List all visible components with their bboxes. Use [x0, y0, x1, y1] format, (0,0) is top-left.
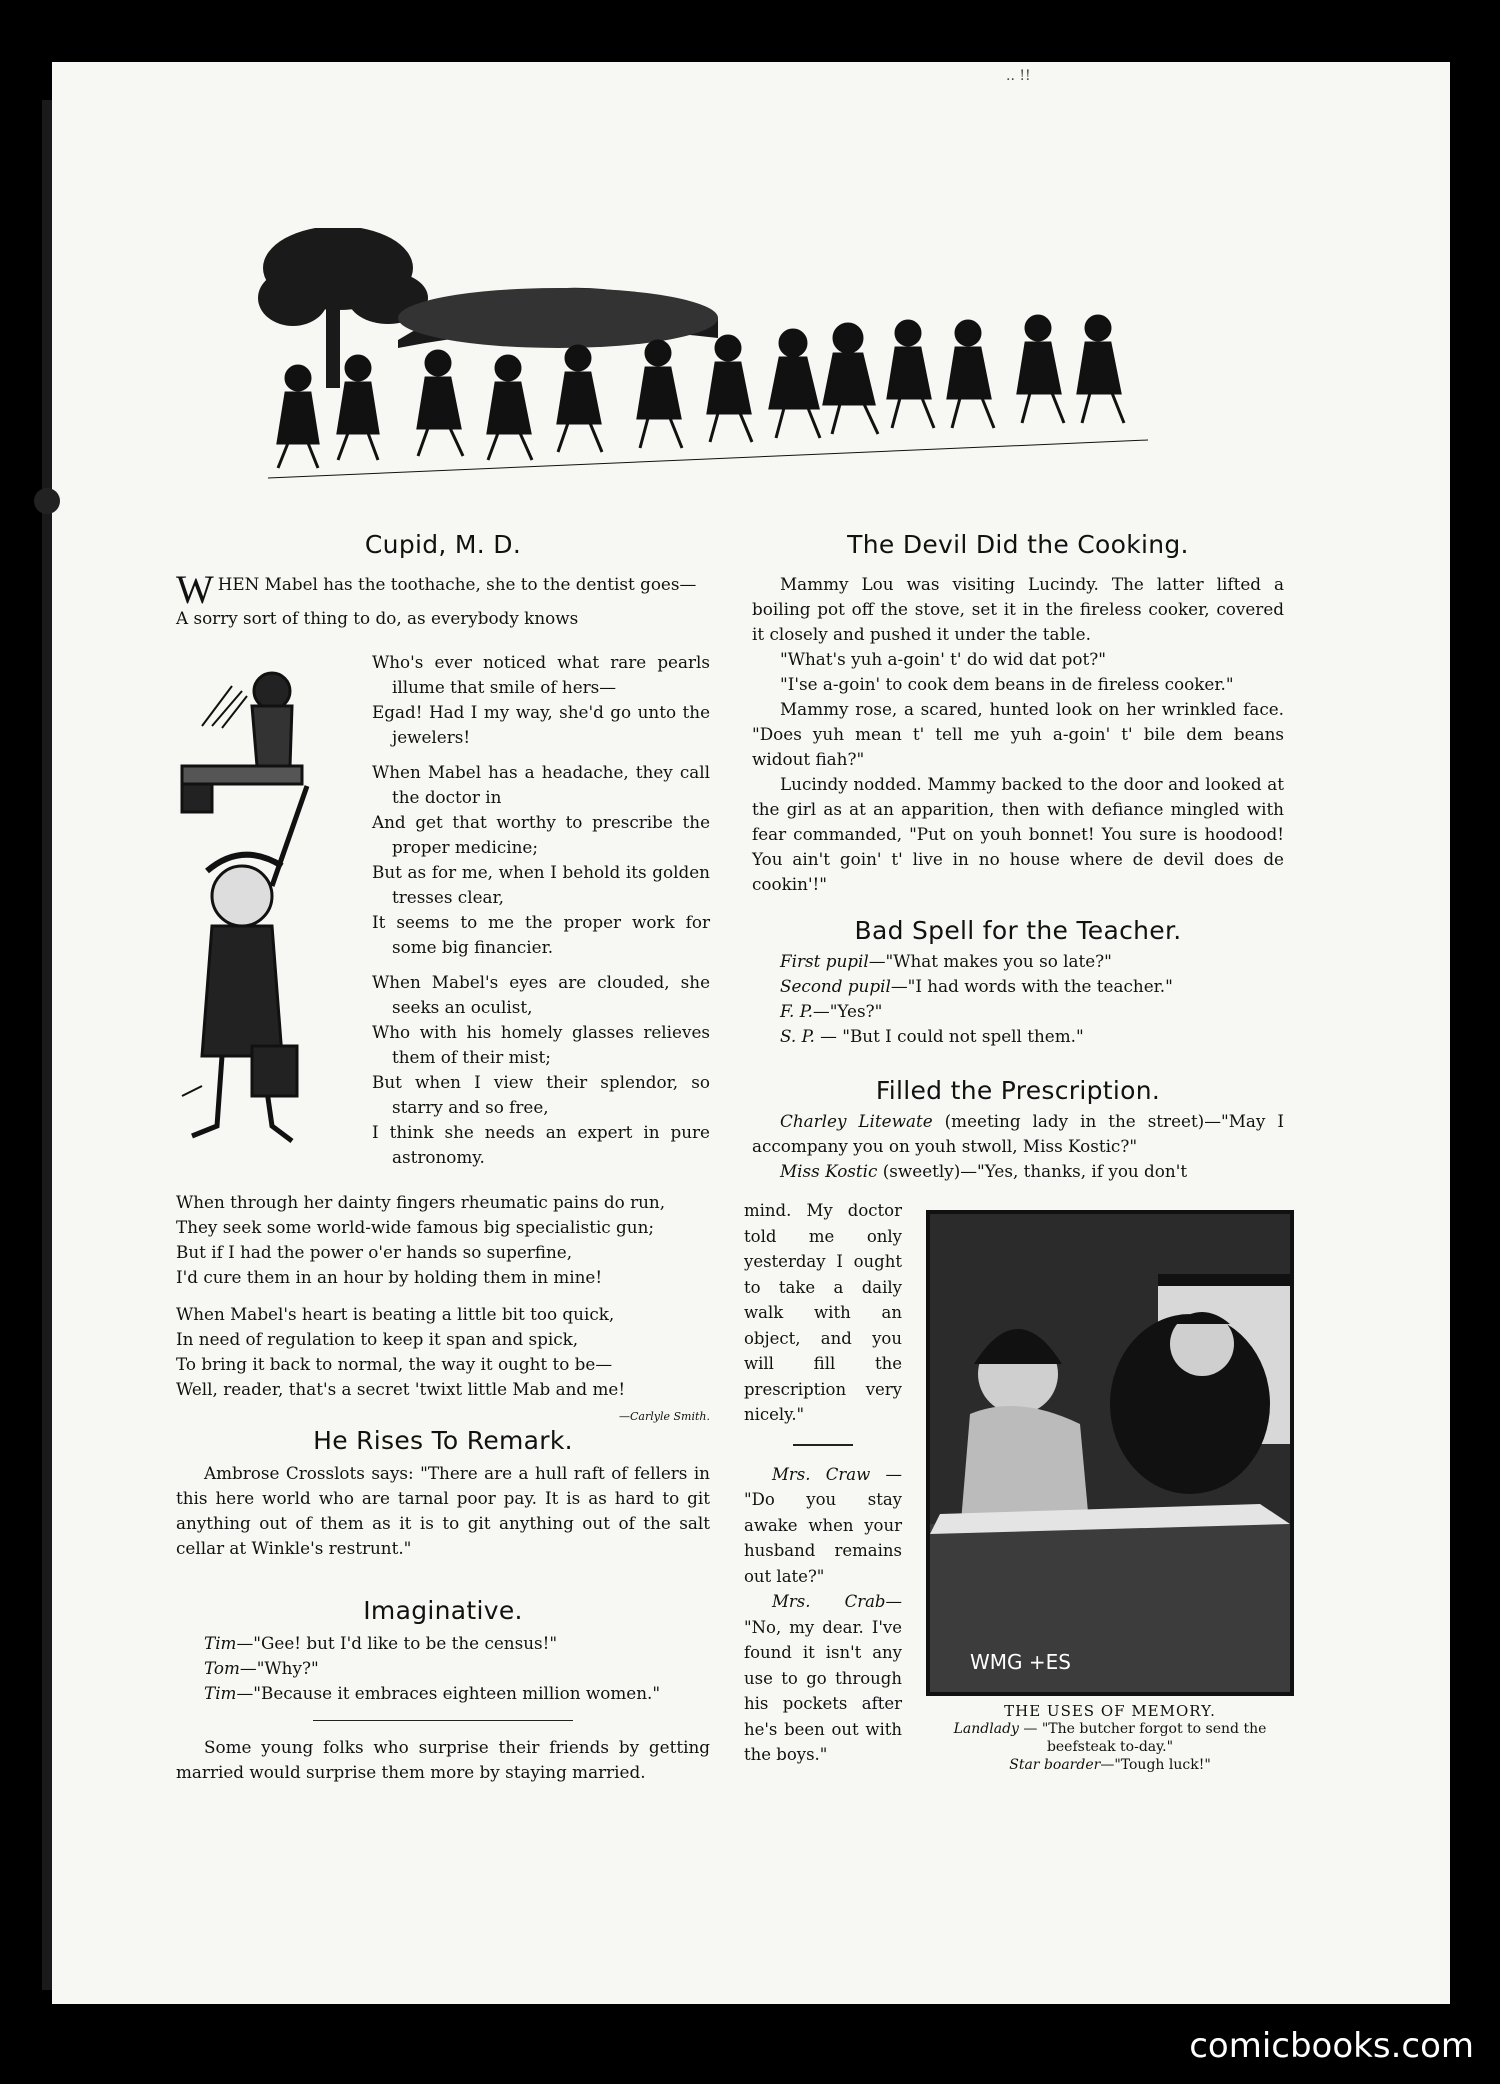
devil-title: The Devil Did the Cooking. [847, 530, 1189, 559]
poem-line: And get that worthy to prescribe the proper medicine; [372, 812, 710, 857]
cupid-dropcap: W [176, 567, 214, 612]
cartoon-caption [926, 1702, 1294, 1774]
cupid-opening [176, 567, 710, 631]
cupid-line2: A sorry sort of thing to do, as everybody knows [176, 608, 579, 628]
poem-line: But if I had the power o'er hands so superfine, [176, 1242, 573, 1262]
dialogue-line: Tim—"Because it embraces eighteen million women." [204, 1683, 661, 1703]
poem-line: In need of regulation to keep it span and spick, [176, 1329, 579, 1349]
cartoon-signature: WMG +ES [970, 1650, 1071, 1674]
cupid-line1: HEN Mabel has the toothache, she to the dentist goes— [217, 574, 697, 594]
dialogue-line: Second pupil—"I had words with the teacher." [780, 976, 1173, 996]
devil-paragraph: "I'se a-goin' to cook dem beans in de fireless cooker." [780, 674, 1234, 694]
prescription-continued: mind. My doctor told me only yesterday I ought to take a daily walk with an object, and you will fill the prescription very nicely." [744, 1201, 902, 1424]
page-mark: .. !! [1006, 68, 1031, 84]
devil-paragraph: Mammy rose, a scared, hunted look on her wrinkled face. "Does yuh mean t' tell me yuh a-goin' t' bile dem beans widout fiah?" [752, 699, 1284, 769]
spell-title: Bad Spell for the Teacher. [854, 916, 1182, 945]
watermark: comicbooks.com [1189, 2026, 1474, 2066]
cupid-signature: —Carlyle Smith. [619, 1410, 710, 1423]
cartoon-title: THE USES OF MEMORY. [1004, 1702, 1216, 1720]
married-text: Some young folks who surprise their friends by getting married would surprise them more by staying married. [176, 1737, 710, 1782]
imaginative-title: Imaginative. [363, 1596, 523, 1625]
prospector-illustration [172, 656, 370, 1152]
spell-section [752, 918, 1284, 1049]
prescription-section [752, 1078, 1284, 1184]
rises-title: He Rises To Remark. [313, 1426, 573, 1455]
poem-line: But when I view their splendor, so starry and so free, [372, 1072, 710, 1117]
rises-text: Ambrose Crosslots says: "There are a hull raft of fellers in this here world who are tarnal poor pay. It is as hard to git anything out of them as it is to git anything out of the salt cellar at Winkle's restrunt." [176, 1463, 710, 1558]
cupid-poem-full [176, 1190, 710, 1429]
devil-paragraph: "What's yuh a-goin' t' do wid dat pot?" [780, 649, 1106, 669]
poem-line: Who with his homely glasses relieves them of their mist; [372, 1022, 710, 1067]
cupid-title: Cupid, M. D. [364, 530, 522, 559]
prescription-p2: Miss Kostic (sweetly)—"Yes, thanks, if you don't [780, 1161, 1188, 1181]
banner-illustration [248, 228, 1168, 510]
poem-line: Egad! Had I my way, she'd go unto the jewelers! [372, 702, 710, 747]
poem-line: But as for me, when I behold its golden tresses clear, [372, 862, 710, 907]
poem-line: When Mabel's eyes are clouded, she seeks an oculist, [372, 972, 710, 1017]
poem-line: To bring it back to normal, the way it ought to be— [176, 1354, 613, 1374]
imaginative-section [176, 1598, 710, 1785]
dialogue-line: Tom—"Why?" [204, 1658, 319, 1678]
cartoon-illustration [926, 1210, 1294, 1696]
poem-line: I'd cure them in an hour by holding them in mine! [176, 1267, 603, 1287]
dialogue-line: F. P.—"Yes?" [780, 1001, 883, 1021]
caption-line: Star boarder—"Tough luck!" [1009, 1757, 1211, 1773]
cupid-poem-wrapped [372, 650, 710, 1170]
prescription-title: Filled the Prescription. [875, 1076, 1161, 1105]
caption-line: Landlady — "The butcher forgot to send the beefsteak to-day." [953, 1721, 1267, 1755]
dialogue-line: First pupil—"What makes you so late?" [780, 951, 1112, 971]
poem-line: When through her dainty fingers rheumatic pains do run, [176, 1192, 666, 1212]
poem-line: It seems to me the proper work for some big financier. [372, 912, 710, 957]
binding-spine [42, 100, 52, 1990]
dialogue-line: S. P. — "But I could not spell them." [780, 1026, 1084, 1046]
dialogue-line: Tim—"Gee! but I'd like to be the census!" [204, 1633, 558, 1653]
devil-paragraph: Lucindy nodded. Mammy backed to the door and looked at the girl as at an apparition, then with defiance mingled with fear commanded, "Put on youh bonnet! You sure is hoodood! You ain't goin' t' live in no house where de devil does de cookin'!" [752, 774, 1284, 894]
poem-line: Well, reader, that's a secret 'twixt little Mab and me! [176, 1379, 626, 1399]
binding-hole [34, 488, 60, 514]
poem-line: They seek some world-wide famous big specialistic gun; [176, 1217, 655, 1237]
devil-text [752, 572, 1284, 897]
narrow-column [744, 1198, 902, 1768]
poem-line: I think she needs an expert in pure astronomy. [372, 1122, 710, 1167]
poem-line: When Mabel's heart is beating a little bit too quick, [176, 1304, 615, 1324]
poem-line: Who's ever noticed what rare pearls illume that smile of hers— [372, 652, 710, 697]
prescription-p1: Charley Litewate (meeting lady in the street)—"May I accompany you on youh stwoll, Miss Kostic?" [752, 1111, 1284, 1156]
crab-dialogue: Mrs. Crab— "No, my dear. I've found it isn't any use to go through his pockets after he's been out with the boys." [744, 1592, 902, 1764]
craw-dialogue: Mrs. Craw — "Do you stay awake when your husband remains out late?" [744, 1464, 902, 1586]
poem-line: When Mabel has a headache, they call the doctor in [372, 762, 710, 807]
devil-paragraph: Mammy Lou was visiting Lucindy. The latter lifted a boiling pot off the stove, set it in the fireless cooker, covered it closely and pushed it under the table. [752, 574, 1284, 644]
rises-section [176, 1428, 710, 1561]
